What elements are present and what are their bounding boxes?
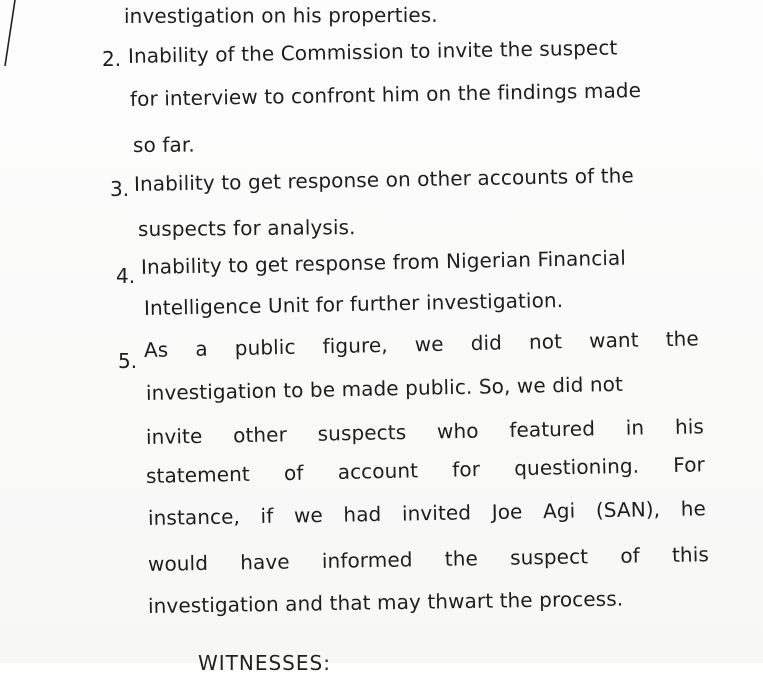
- word: For: [673, 452, 706, 477]
- word: the: [444, 546, 479, 571]
- word: have: [240, 549, 290, 575]
- word: suspects: [317, 420, 407, 446]
- word: other: [232, 422, 288, 448]
- word: invited: [401, 500, 472, 526]
- word: we: [414, 331, 444, 357]
- word: want: [588, 327, 639, 353]
- word: account: [337, 458, 419, 484]
- text-line-1: investigation on his properties.: [123, 2, 438, 28]
- word: invite: [145, 423, 203, 449]
- word: had: [343, 501, 382, 527]
- word: not: [528, 329, 563, 354]
- text-line-14: [148, 542, 709, 576]
- word: the: [665, 326, 700, 352]
- text-line-15: investigation and that may thwart the process.: [147, 586, 624, 618]
- text-line-5: Inability to get response on other accounts of the: [133, 163, 635, 196]
- word: featured: [509, 416, 596, 443]
- word: (SAN),: [595, 497, 661, 523]
- word: public: [234, 334, 296, 361]
- word: in: [625, 415, 645, 440]
- word: did: [470, 330, 503, 356]
- word: a: [195, 336, 208, 361]
- justified-line-14: [148, 542, 709, 576]
- text-line-9: [144, 326, 699, 362]
- text-line-12: [146, 452, 705, 488]
- text-line-10: investigation to be made public. So, we did not: [145, 371, 624, 405]
- text-line-6: suspects for analysis.: [137, 215, 356, 241]
- margin-pen-mark: [2, 0, 18, 66]
- word: Joe: [491, 499, 523, 524]
- text-line-11: [146, 414, 704, 449]
- word: if: [260, 503, 274, 529]
- list-number-2: 2.: [102, 47, 122, 71]
- cut-off-heading: [198, 651, 331, 675]
- text-line-2: Inability of the Commission to invite the suspect: [127, 35, 618, 68]
- justified-line-9: [144, 326, 699, 362]
- word: for: [451, 457, 481, 482]
- text-line-8: Intelligence Unit for further investigation.: [143, 287, 564, 320]
- word: figure,: [322, 332, 388, 359]
- word: who: [436, 418, 479, 444]
- word: he: [680, 496, 707, 521]
- text-line-7: Inability to get response from Nigerian Financial: [140, 245, 627, 279]
- word: informed: [321, 547, 413, 573]
- justified-line-13: [148, 496, 706, 530]
- justified-line-11: [146, 414, 704, 449]
- text-line-4: so far.: [132, 132, 195, 157]
- word: of: [283, 460, 304, 486]
- word: instance,: [147, 504, 241, 530]
- word: questioning.: [513, 453, 640, 481]
- list-number-3: 3.: [110, 177, 130, 201]
- justified-line-12: [146, 452, 705, 488]
- word: his: [674, 414, 705, 439]
- word: of: [620, 543, 641, 568]
- word: this: [671, 542, 710, 567]
- word: Agi: [542, 498, 576, 524]
- text-line-13: [148, 496, 706, 530]
- word: statement: [145, 461, 251, 488]
- word: would: [147, 550, 209, 576]
- word: we: [293, 502, 324, 528]
- list-number-4: 4.: [116, 264, 136, 288]
- word: As: [143, 337, 169, 362]
- text-line-3: for interview to confront him on the findings made: [129, 78, 642, 111]
- list-number-5: 5.: [118, 349, 138, 373]
- cut-off-heading-text: WITNESSES:: [198, 651, 331, 675]
- word: suspect: [509, 544, 589, 570]
